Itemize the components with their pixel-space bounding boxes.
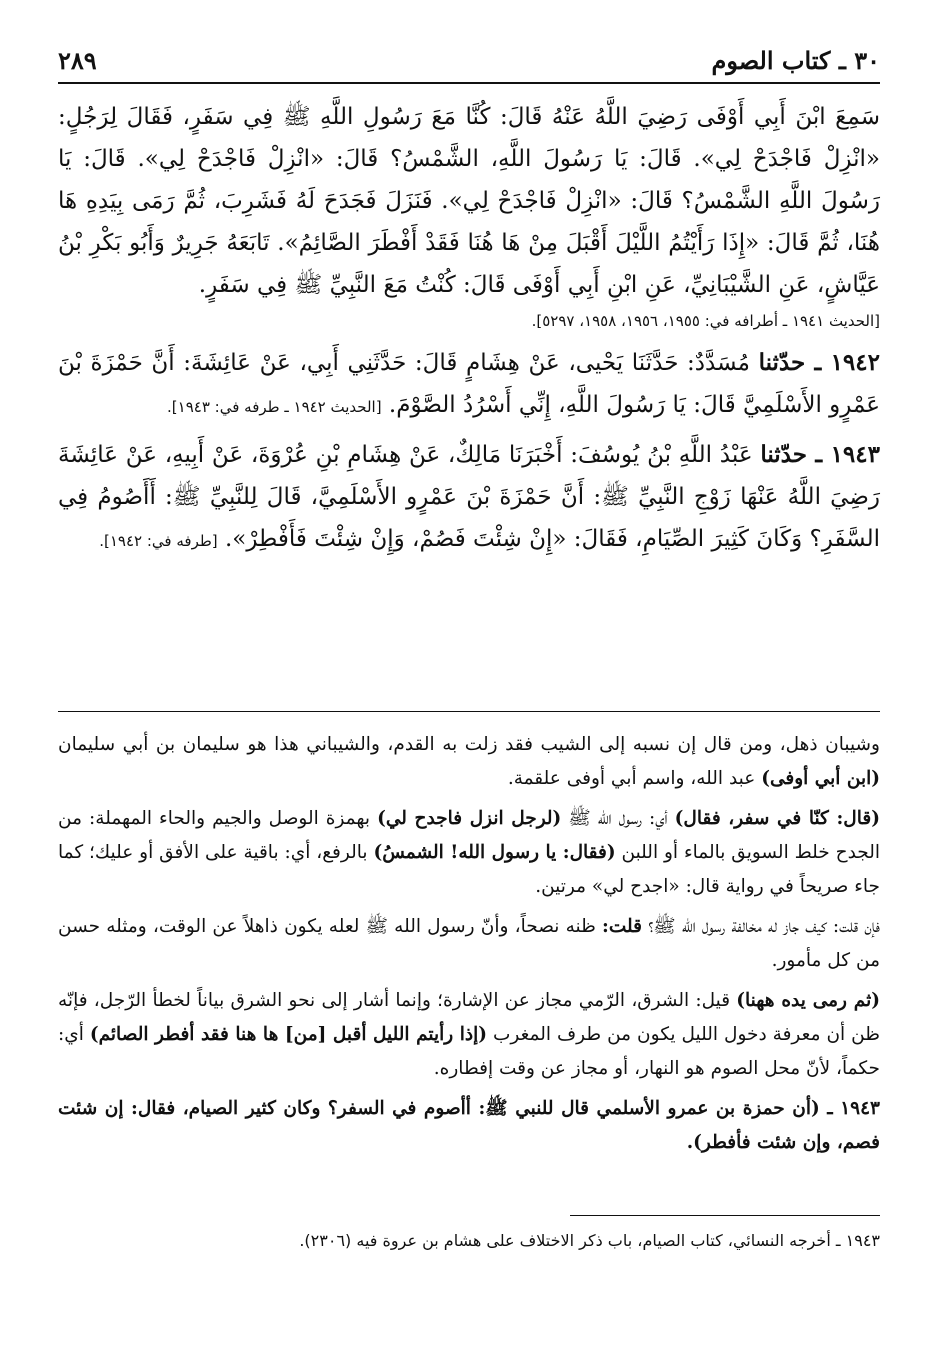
commentary-text: وشيبان ذهل، ومن قال إن نسبه إلى الشيب فقد زلت به القدم، والشيباني هذا هو سليمان بن أبي سليمان [58,734,880,755]
hadith-1943 [58,434,880,562]
commentary-quote: (فقال: يا رسول الله! الشمسُ) [373,842,616,863]
commentary-paragraph [58,802,880,904]
section-divider [58,711,880,712]
page-number: ٢٨٩ [58,45,97,75]
commentary-quote: (ثم رمى يده ههنا) [736,990,880,1011]
hadith-1941 [58,96,880,306]
commentary-quote: ١٩٤٣ ـ (أن حمزة بن عمرو الأسلمي قال للنبي ﷺ: أأصوم في السفر؟ وكان كثير الصيام، فقال: إن شئت فصم، وإن شئت فأفطر). [58,1098,880,1153]
commentary-paragraph [58,728,880,796]
footnote-divider [570,1215,880,1216]
commentary-quote: (إذا رأيتم الليل أقبل [من] ها هنا فقد أفطر الصائم) [89,1024,487,1045]
commentary-text: بهمزة الوصل والجيم والحاء المهملة: من الجدح خلط السويق بالماء أو اللبن [58,808,880,863]
hadith-1942-number: ١٩٤٢ ـ حدّثنا [758,349,880,376]
hadith-1941-reference: [الحديث ١٩٤١ ـ أطرافه في: ١٩٥٥، ١٩٥٦، ١٩٥٨، ٥٢٩٧]. [531,312,880,330]
commentary-text: بالرفع، أي: باقية على الأفق أو عليك؛ كما جاء صريحاً في رواية قال: «اجدح لي» مرتين. [58,842,880,897]
chapter-title: ٣٠ ـ كتاب الصوم [711,45,880,75]
commentary-paragraph [58,910,880,978]
commentary-quote: قلت: [602,916,642,937]
commentary-quote: (ابن أبي أوفى) [761,768,880,789]
hadith-text [58,96,880,562]
commentary-quote: (لرجل انزل فاجدح لي) [377,808,562,829]
commentary-text: ظنه نصحاً، وأنّ رسول الله ﷺ لعله يكون ذاهلاً عن الوقت، ومثله حسن من كل مأمور. [58,916,880,971]
commentary-paragraph [58,984,880,1086]
commentary-text: أي: رسول الله ﷺ [568,808,668,829]
commentary [58,728,880,1166]
hadith-1942 [58,342,880,428]
hadith-1942-body: مُسَدَّدٌ: حَدَّثَنَا يَحْيى، عَنْ هِشَامٍ قَالَ: حَدَّثَنِي أَبِي، عَنْ عَائِشَةَ: أَنَّ حَمْزَةَ بْنَ عَمْرٍو الأَسْلَمِيَّ قَالَ: يَا رَسُولَ اللَّهِ، إِنِّي أَسْرُدُ الصَّوْمَ. [58,350,880,418]
hadith-1943-reference: [طرفه في: ١٩٤٢]. [99,532,218,550]
header-divider [58,82,880,84]
commentary-text: عبد الله، واسم أبي أوفى علقمة. [507,768,756,789]
hadith-1941-body: سَمِعَ ابْنَ أَبِي أَوْفَى رَضِيَ اللَّهُ عَنْهُ قَالَ: كُنَّا مَعَ رَسُولِ اللَّهِ ﷺ فِي سَفَرٍ، فَقَالَ لِرَجُلٍ: «انْزِلْ فَاجْدَحْ لِي». قَالَ: يَا رَسُولَ اللَّهِ، الشَّمْسُ؟ قَالَ: «انْزِلْ فَاجْدَحْ لِي». قَالَ: يَا رَسُولَ اللَّهِ الشَّمْسُ؟ قَالَ: «انْزِلْ فَاجْدَحْ لِي». فَنَزَلَ فَجَدَحَ لَهُ فَشَرِبَ، ثُمَّ رَمَى بِيَدِهِ هَا هُنَا، ثُمَّ قَالَ: «إِذَا رَأَيْتُمُ اللَّيْلَ أَقْبَلَ مِنْ هَا هُنَا فَقَدْ أَفْطَرَ الصَّائِمُ». تَابَعَهُ جَرِيرٌ وَأَبُو بَكْرِ بْنُ عَيَّاشٍ، عَنِ الشَّيْبَانِيِّ، عَنِ ابْنِ أَبِي أَوْفَى قَالَ: كُنْتُ مَعَ النَّبِيِّ ﷺ فِي سَفَرٍ. [58,104,880,298]
hadith-1943-body: عَبْدُ اللَّهِ بْنُ يُوسُفَ: أَخْبَرَنَا مَالِكٌ، عَنْ هِشَامِ بْنِ عُرْوَةَ، عَنْ أَبِيهِ، عَنْ عَائِشَةَ رَضِيَ اللَّهُ عَنْهَا زَوْجِ النَّبِيِّ ﷺ: أَنَّ حَمْزَةَ بْنَ عَمْرٍو الأَسْلَمِيَّ، قَالَ لِلنَّبِيِّ ﷺ: أَأَصُومُ فِي السَّفَرِ؟ وَكَانَ كَثِيرَ الصِّيَامِ، فَقَالَ: «إِنْ شِئْتَ فَصُمْ، وَإِنْ شِئْتَ فَأَفْطِرْ». [58,442,880,552]
commentary-text: قيل: الشرق، الرّمي مجاز عن الإشارة؛ وإنما أشار إلى نحو الشرق بياناً لخطأ الرّجل، فإنّه ظن أن معرفة دخول الليل يكون من طرف المغرب [58,990,880,1045]
commentary-text: أي: حكماً، لأنّ محل الصوم هو النهار، أو مجاز عن وقت إفطاره. [58,1024,880,1079]
page-header [58,42,880,78]
commentary-text: فإن قلت: كيف جاز له مخالفة رسول الله ﷺ؟ [648,916,880,937]
hadith-1943-number: ١٩٤٣ ـ حدّثنا [760,441,880,468]
commentary-quote: (قال: كنّا في سفر، فقال) [674,808,880,829]
footnote: ١٩٤٣ ـ أخرجه النسائي، كتاب الصيام، باب ذكر الاختلاف على هشام بن عروة فيه (٢٣٠٦). [299,1231,880,1250]
commentary-paragraph [58,1092,880,1160]
hadith-1942-reference: [الحديث ١٩٤٢ ـ طرفه في: ١٩٤٣]. [167,398,382,416]
